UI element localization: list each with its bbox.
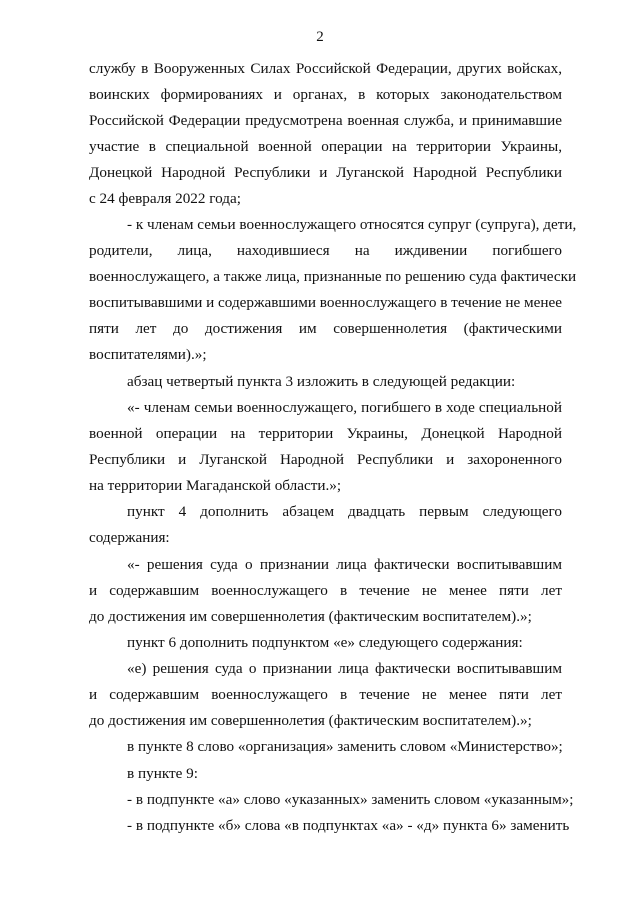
text-line: воспитывавшими и содержавшими военнослужащего в течение не менее [89,294,562,311]
paragraph-first-line: - в подпункте «б» слова «в подпунктах «а» - «д» пункта 6» заменить [127,817,570,834]
text-line: и содержавшим военнослужащего в течение не менее пяти лет [89,686,562,703]
text-line: службу в Вооруженных Силах Российской Федерации, других войсках, [89,60,562,77]
text-line: воспитателями).»; [89,346,207,363]
text-line: содержания: [89,529,170,546]
text-line: Донецкой Народной Республики и Луганской Народной Республики [89,164,562,181]
text-line: до достижения им совершеннолетия (фактическим воспитателем).»; [89,712,532,729]
paragraph-first-line: в пункте 8 слово «организация» заменить словом «Министерство»; [127,738,563,755]
text-line: военнослужащего, а также лица, признанные по решению суда фактически [89,268,577,285]
paragraph-first-line: «е) решения суда о признании лица фактически воспитывавшим [127,660,562,677]
paragraph-first-line: пункт 6 дополнить подпунктом «е» следующего содержания: [127,634,523,651]
paragraph-first-line: - в подпункте «а» слово «указанных» заменить словом «указанным»; [127,791,574,808]
text-line: военной операции на территории Украины, Донецкой Народной [89,425,562,442]
paragraph-first-line: «- членам семьи военнослужащего, погибшего в ходе специальной [127,399,562,416]
text-line: пяти лет до достижения им совершеннолетия (фактическими [89,320,562,337]
text-line: Российской Федерации предусмотрена военная служба, и принимавшие [89,112,562,129]
text-line: родители, лица, находившиеся на иждивении погибшего [89,242,562,259]
text-line: Республики и Луганской Народной Республики и захороненного [89,451,562,468]
paragraph-first-line: в пункте 9: [127,765,198,782]
text-line: с 24 февраля 2022 года; [89,190,241,207]
paragraph-first-line: - к членам семьи военнослужащего относятся супруг (супруга), дети, [127,216,577,233]
text-line: воинских формированиях и органах, в которых законодательством [89,86,562,103]
paragraph-first-line: пункт 4 дополнить абзацем двадцать первым следующего [127,503,562,520]
text-line: на территории Магаданской области.»; [89,477,342,494]
text-line: участие в специальной военной операции на территории Украины, [89,138,562,155]
text-line: до достижения им совершеннолетия (фактическим воспитателем).»; [89,608,532,625]
paragraph-first-line: «- решения суда о признании лица фактически воспитывавшим [127,556,562,573]
text-line: и содержавшим военнослужащего в течение не менее пяти лет [89,582,562,599]
paragraph-first-line: абзац четвертый пункта 3 изложить в следующей редакции: [127,373,516,390]
page-number: 2 [316,29,324,45]
